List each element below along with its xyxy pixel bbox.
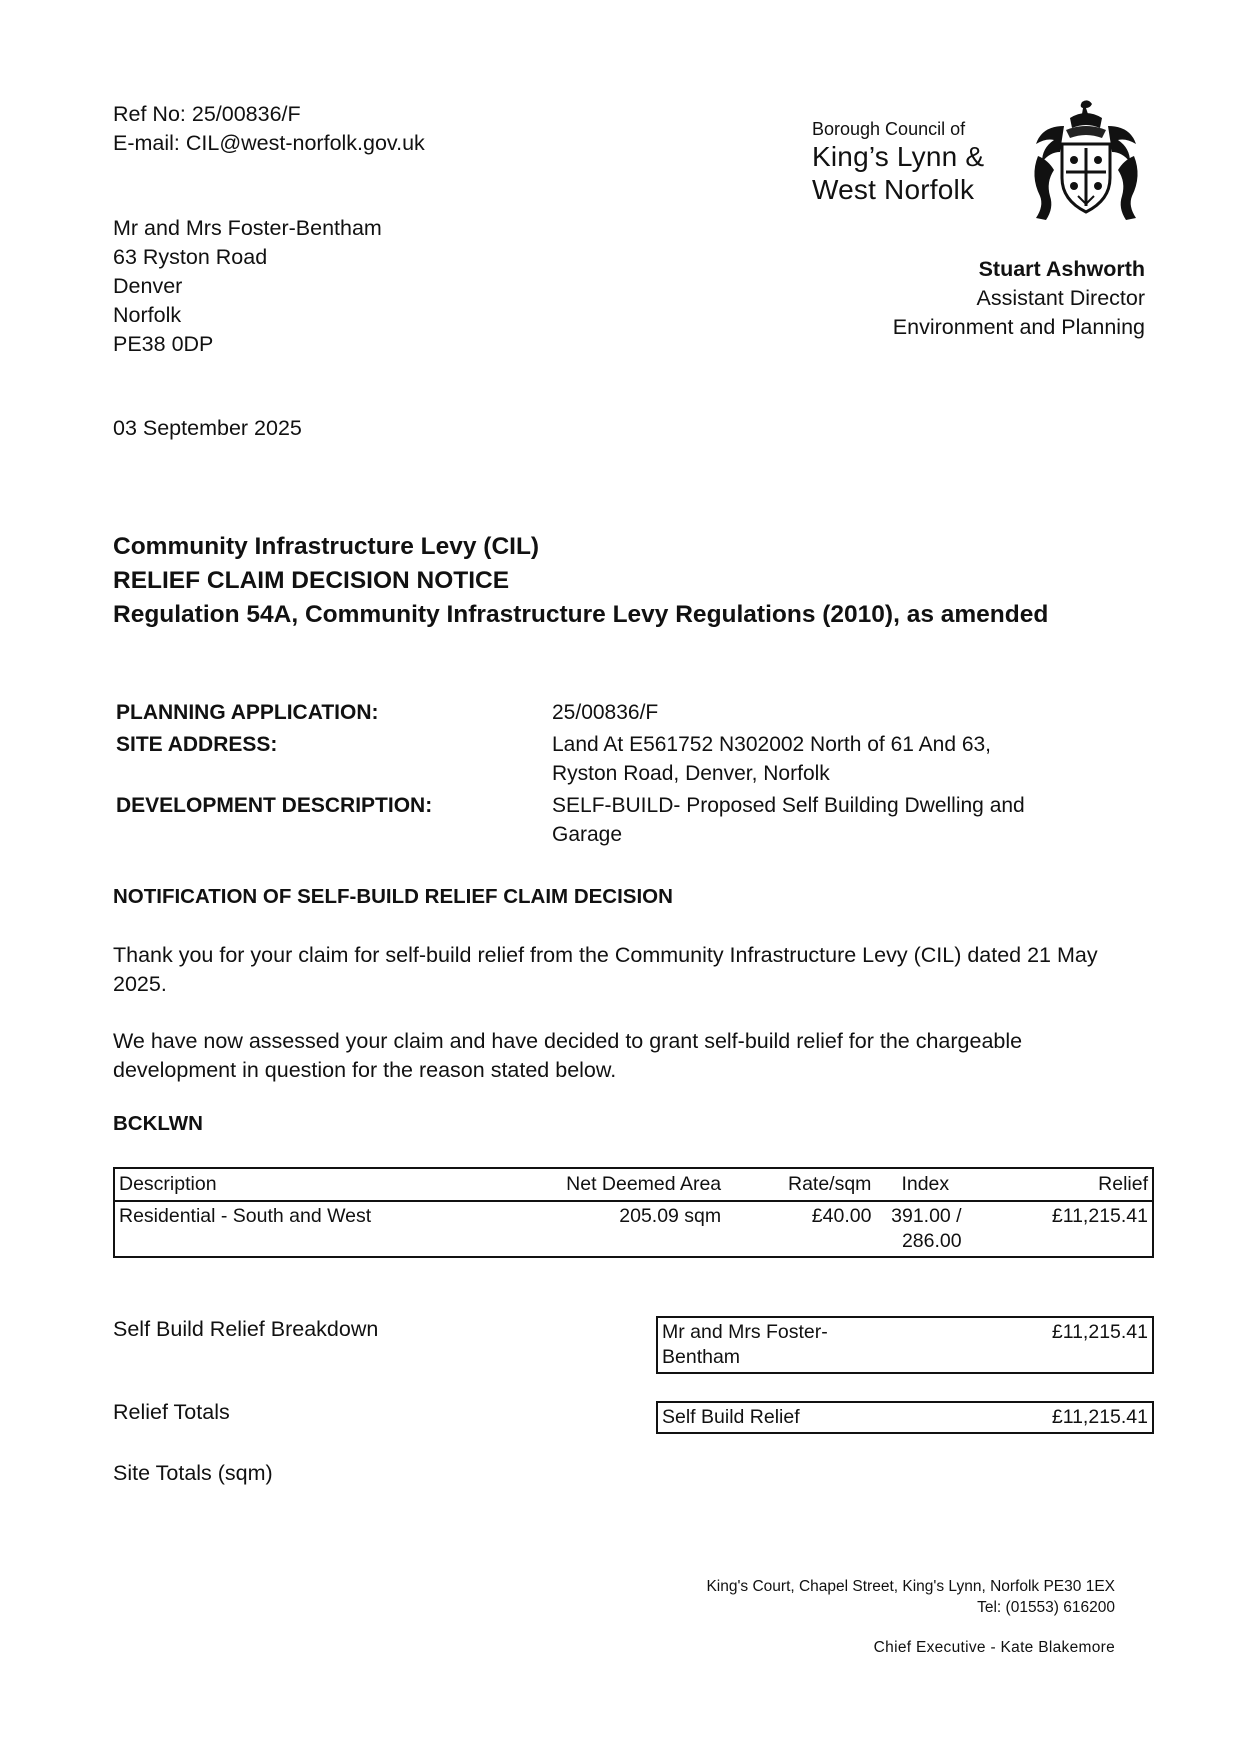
- cell-rate: £40.00: [811, 1205, 872, 1227]
- detail-label: DEVELOPMENT DESCRIPTION:: [116, 794, 433, 817]
- recipient-street: 63 Ryston Road: [113, 245, 268, 269]
- breakdown-label: Self Build Relief Breakdown: [113, 1317, 379, 1341]
- title-line-1: Community Infrastructure Levy (CIL): [113, 533, 540, 560]
- header-rate: Rate/sqm: [725, 1168, 875, 1201]
- paragraph-decision: We have now assessed your claim and have decided to grant self-build relief for the chargeable development in question for the reason stated below.: [113, 1029, 1023, 1082]
- table-header-row: [114, 1168, 1153, 1201]
- coat-of-arms-icon: [1026, 96, 1146, 226]
- officer-department: Environment and Planning: [892, 315, 1145, 339]
- cell-net-deemed-area: 205.09 sqm: [619, 1205, 722, 1227]
- cell-relief: £11,215.41: [1051, 1205, 1148, 1227]
- breakdown-box: [656, 1316, 1154, 1374]
- recipient-town: Denver: [113, 274, 183, 298]
- application-details: [116, 698, 1066, 852]
- detail-value: SELF-BUILD- Proposed Self Building Dwelling and Garage: [552, 794, 1025, 846]
- email-line: E-mail: CIL@west-norfolk.gov.uk: [113, 131, 425, 155]
- detail-value: 25/00836/F: [552, 701, 659, 724]
- detail-row-development-description: [116, 791, 1066, 849]
- letter-date: 03 September 2025: [113, 416, 302, 440]
- reference-block: [113, 100, 425, 158]
- footer-address: King's Court, Chapel Street, King's Lynn, Norfolk PE30 1EX: [706, 1578, 1115, 1595]
- header-index: Index: [875, 1168, 965, 1201]
- logo-line-2: King’s Lynn &: [812, 141, 985, 172]
- totals-label: Relief Totals: [113, 1400, 230, 1424]
- recipient-address: [113, 214, 382, 359]
- breakdown-claimant: Mr and Mrs Foster-Bentham: [662, 1321, 828, 1368]
- cell-description: Residential - South and West: [119, 1205, 372, 1227]
- footer-address-block: [706, 1576, 1115, 1618]
- detail-row-site-address: [116, 730, 1066, 788]
- totals-name: Self Build Relief: [662, 1406, 800, 1428]
- table-row: [114, 1201, 1153, 1257]
- paragraph-claim: Thank you for your claim for self-build relief from the Community Infrastructure Levy (CIL) dated 21 May 2025.: [113, 943, 1098, 996]
- officer-title: Assistant Director: [976, 286, 1145, 310]
- header-description: Description: [114, 1168, 515, 1201]
- notification-heading: NOTIFICATION OF SELF-BUILD RELIEF CLAIM DECISION: [113, 885, 673, 908]
- detail-label: SITE ADDRESS:: [116, 733, 278, 756]
- breakdown-amount: £11,215.41: [1051, 1321, 1148, 1343]
- totals-amount: £11,215.41: [1051, 1406, 1148, 1428]
- authority-label: BCKLWN: [113, 1112, 203, 1135]
- logo-line-3: West Norfolk: [812, 174, 975, 205]
- detail-value: Land At E561752 N302002 North of 61 And 63, Ryston Road, Denver, Norfolk: [552, 733, 992, 785]
- footer-chief-executive: Chief Executive - Kate Blakemore: [873, 1639, 1115, 1656]
- recipient-county: Norfolk: [113, 303, 182, 327]
- site-totals-label: Site Totals (sqm): [113, 1461, 273, 1485]
- ref-number: Ref No: 25/00836/F: [113, 102, 301, 126]
- totals-box: [656, 1401, 1154, 1434]
- cell-index: 391.00 / 286.00: [891, 1205, 962, 1252]
- footer-tel: Tel: (01553) 616200: [977, 1599, 1115, 1616]
- officer-name: Stuart Ashworth: [978, 257, 1145, 281]
- relief-table: [113, 1167, 1154, 1258]
- recipient-postcode: PE38 0DP: [113, 332, 214, 356]
- recipient-name: Mr and Mrs Foster-Bentham: [113, 216, 382, 240]
- notice-title: [113, 530, 1073, 632]
- officer-block: [893, 255, 1145, 342]
- detail-label: PLANNING APPLICATION:: [116, 701, 379, 724]
- header-relief: Relief: [966, 1168, 1153, 1201]
- logo-line-1: Borough Council of: [812, 119, 966, 139]
- title-line-3: Regulation 54A, Community Infrastructure Levy Regulations (2010), as amended: [113, 601, 1049, 628]
- header-net-deemed-area: Net Deemed Area: [515, 1168, 725, 1201]
- title-line-2: RELIEF CLAIM DECISION NOTICE: [113, 567, 510, 594]
- council-logo-text: [812, 118, 984, 206]
- detail-row-planning-application: [116, 698, 1066, 727]
